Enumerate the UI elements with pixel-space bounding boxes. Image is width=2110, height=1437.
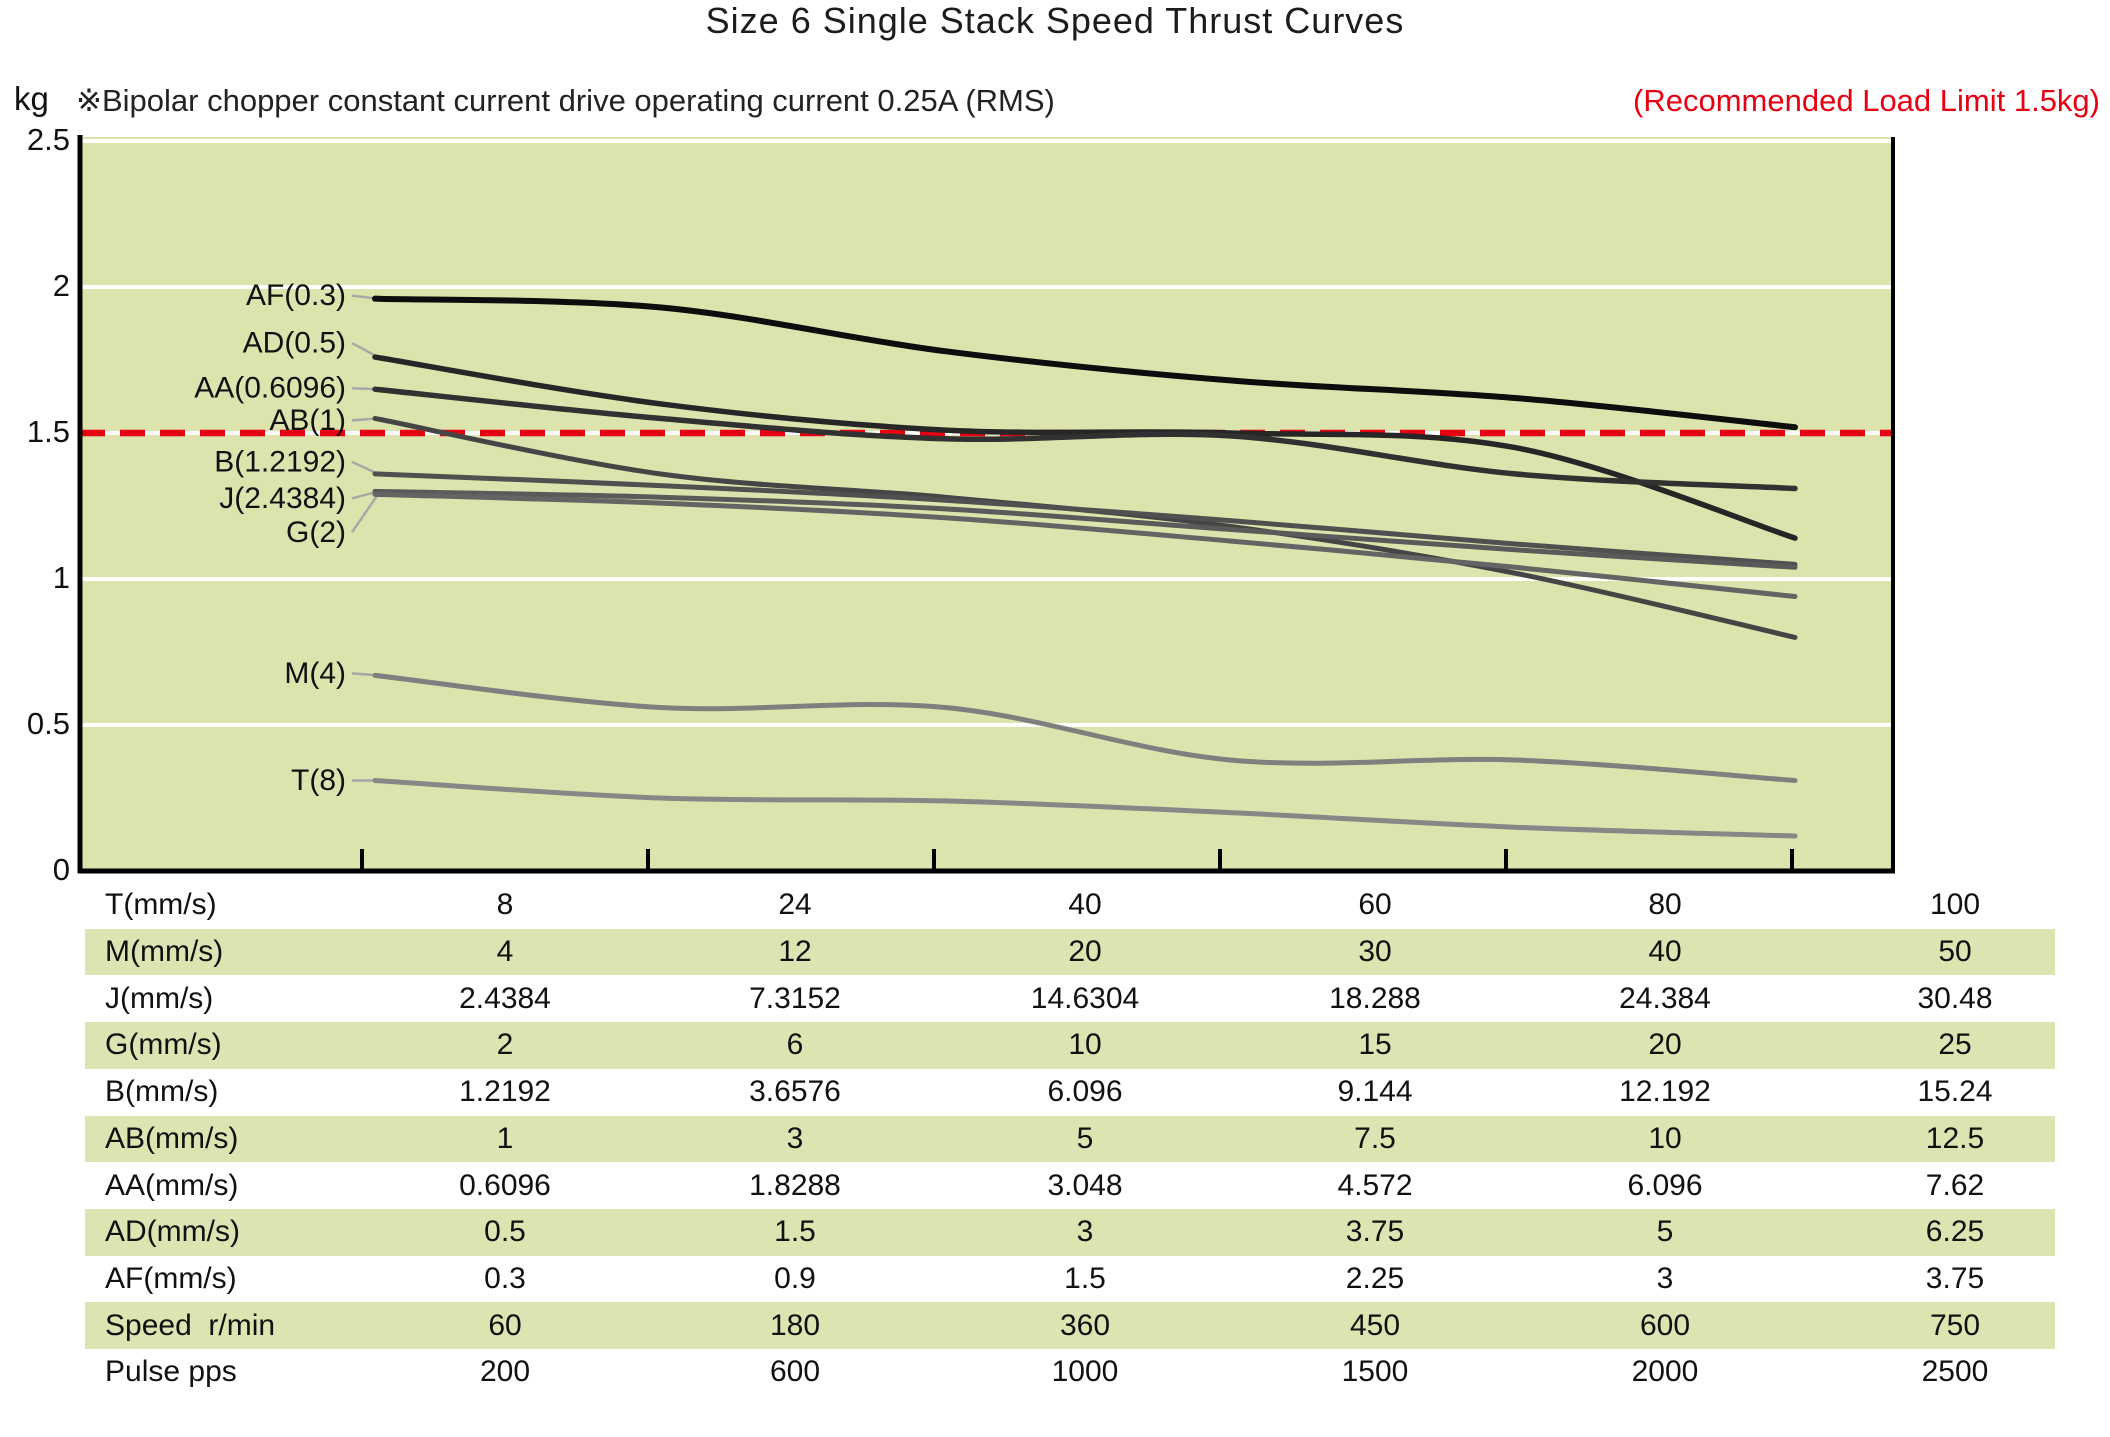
drive-current-note: ※Bipolar chopper constant current drive operating current 0.25A (RMS) <box>76 83 1055 118</box>
table-cell: 10 <box>1648 1121 1682 1155</box>
y-tick-label: 2 <box>52 268 70 303</box>
table-cell: 40 <box>1648 935 1682 969</box>
table-cell: 12 <box>778 935 812 969</box>
table-cell: 2 <box>496 1028 514 1062</box>
table-cell: 18.288 <box>1329 981 1421 1015</box>
curve-label-M: M(4) <box>284 656 346 690</box>
curve-label-AF: AF(0.3) <box>245 279 346 313</box>
table-cell: 1.2192 <box>459 1075 551 1109</box>
curve-label-B: B(1.2192) <box>214 445 346 479</box>
table-cell: 12.5 <box>1925 1121 1985 1155</box>
table-cell: 2000 <box>1631 1355 1699 1389</box>
table-row <box>85 1022 2055 1069</box>
table-cell: 24 <box>778 888 812 922</box>
curve-label-T: T(8) <box>291 763 346 797</box>
load-limit-note: (Recommended Load Limit 1.5kg) <box>1633 83 2100 118</box>
table-cell: 60 <box>488 1308 522 1342</box>
table-row <box>85 1256 2055 1303</box>
table-cell: 7.5 <box>1354 1121 1396 1155</box>
curve-label-J: J(2.4384) <box>219 481 346 515</box>
table-cell: 3.75 <box>1345 1215 1405 1249</box>
table-cell: 600 <box>1639 1308 1691 1342</box>
table-cell: 1.5 <box>1064 1261 1106 1295</box>
table-cell: 1.5 <box>774 1215 816 1249</box>
table-cell: 450 <box>1349 1308 1401 1342</box>
table-cell: 3.048 <box>1047 1168 1123 1202</box>
y-tick-label: 0 <box>52 852 70 887</box>
y-tick-label: 1 <box>52 560 70 595</box>
row-label: T(mm/s) <box>105 888 217 922</box>
table-cell: 15.24 <box>1917 1075 1993 1109</box>
table-cell: 9.144 <box>1337 1075 1413 1109</box>
row-label: AD(mm/s) <box>105 1215 240 1249</box>
table-row <box>85 1162 2055 1209</box>
table-row <box>85 1349 2055 1396</box>
row-label: Pulse pps <box>105 1355 237 1389</box>
table-cell: 3 <box>1076 1215 1094 1249</box>
y-axis-unit-label: kg <box>14 80 49 117</box>
table-cell: 6.25 <box>1925 1215 1985 1249</box>
table-cell: 4 <box>496 935 514 969</box>
table-cell: 6.096 <box>1627 1168 1703 1202</box>
table-cell: 7.3152 <box>749 981 841 1015</box>
row-label: AB(mm/s) <box>105 1121 239 1155</box>
table-cell: 6 <box>786 1028 804 1062</box>
table-cell: 0.6096 <box>459 1168 551 1202</box>
table-cell: 0.9 <box>774 1261 816 1295</box>
table-cell: 12.192 <box>1619 1075 1711 1109</box>
table-row <box>85 1069 2055 1116</box>
table-row <box>85 1116 2055 1163</box>
table-cell: 200 <box>479 1355 531 1389</box>
table-row <box>85 1302 2055 1349</box>
row-label: M(mm/s) <box>105 935 224 969</box>
table-cell: 3 <box>1656 1261 1674 1295</box>
table-cell: 1 <box>496 1121 514 1155</box>
table-cell: 5 <box>1656 1215 1674 1249</box>
table-cell: 100 <box>1929 888 1981 922</box>
table-cell: 0.5 <box>484 1215 526 1249</box>
table-cell: 60 <box>1358 888 1392 922</box>
row-label: G(mm/s) <box>105 1028 222 1062</box>
table-cell: 7.62 <box>1925 1168 1985 1202</box>
table-row <box>85 882 2055 929</box>
table-cell: 360 <box>1059 1308 1111 1342</box>
row-label: J(mm/s) <box>105 981 214 1015</box>
table-cell: 10 <box>1068 1028 1102 1062</box>
table-cell: 180 <box>769 1308 821 1342</box>
table-cell: 3.75 <box>1925 1261 1985 1295</box>
y-tick-label: 0.5 <box>26 706 70 741</box>
table-cell: 80 <box>1648 888 1682 922</box>
table-cell: 4.572 <box>1337 1168 1413 1202</box>
table-cell: 2500 <box>1921 1355 1989 1389</box>
table-row <box>85 929 2055 976</box>
chart-title: Size 6 Single Stack Speed Thrust Curves <box>705 0 1405 41</box>
table-cell: 8 <box>496 888 514 922</box>
table-cell: 6.096 <box>1047 1075 1123 1109</box>
table-cell: 15 <box>1358 1028 1392 1062</box>
table-cell: 14.6304 <box>1030 981 1140 1015</box>
table-cell: 20 <box>1068 935 1102 969</box>
row-label: Speed r/min <box>105 1308 276 1342</box>
table-cell: 3 <box>786 1121 804 1155</box>
table-cell: 30 <box>1358 935 1392 969</box>
table-cell: 50 <box>1938 935 1972 969</box>
curve-label-G: G(2) <box>286 515 346 549</box>
table-cell: 0.3 <box>484 1261 526 1295</box>
y-tick-label: 1.5 <box>26 414 70 449</box>
row-label: AA(mm/s) <box>105 1168 239 1202</box>
table-cell: 40 <box>1068 888 1102 922</box>
row-label: AF(mm/s) <box>105 1261 237 1295</box>
table-row <box>85 1209 2055 1256</box>
table-cell: 30.48 <box>1917 981 1993 1015</box>
y-tick-label: 2.5 <box>26 122 70 157</box>
table-cell: 1.8288 <box>749 1168 841 1202</box>
table-cell: 1000 <box>1051 1355 1119 1389</box>
row-label: B(mm/s) <box>105 1075 219 1109</box>
table-cell: 600 <box>769 1355 821 1389</box>
table-cell: 24.384 <box>1619 981 1711 1015</box>
curve-label-AB: AB(1) <box>269 403 346 437</box>
table-cell: 2.25 <box>1345 1261 1405 1295</box>
table-cell: 5 <box>1076 1121 1094 1155</box>
curve-label-AD: AD(0.5) <box>242 326 346 360</box>
table-cell: 750 <box>1929 1308 1981 1342</box>
table-cell: 25 <box>1938 1028 1972 1062</box>
table-cell: 3.6576 <box>749 1075 841 1109</box>
table-cell: 1500 <box>1341 1355 1409 1389</box>
table-cell: 20 <box>1648 1028 1682 1062</box>
table-cell: 2.4384 <box>459 981 551 1015</box>
curve-label-AA: AA(0.6096) <box>194 371 346 405</box>
table-row <box>85 975 2055 1022</box>
